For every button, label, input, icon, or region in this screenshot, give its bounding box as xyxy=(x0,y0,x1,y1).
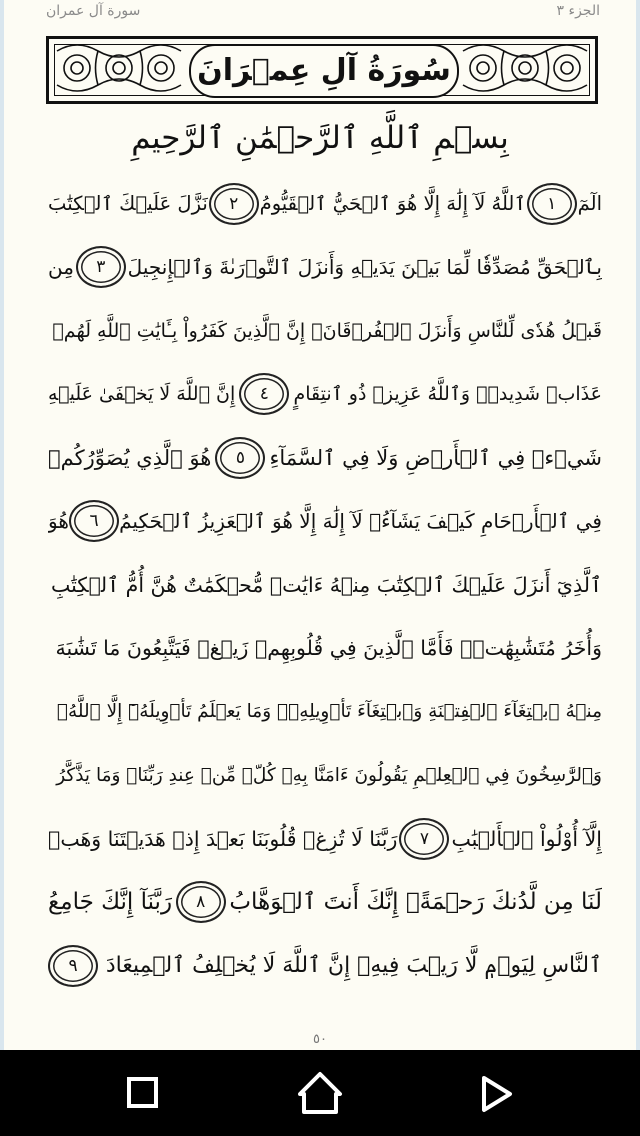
verse-line[interactable] xyxy=(48,617,602,681)
arabesque-ornament-left xyxy=(55,43,183,93)
square-recent-icon[interactable] xyxy=(472,1070,520,1118)
verse-segment[interactable]: فِي ٱلۡأَرۡحَامِ كَيۡفَ يَشَآءُۚ لَآ إِلَٰهَ إِلَّا هُوَ ٱلۡعَزِيزُ ٱلۡحَكِيمُ xyxy=(119,509,602,534)
sura-title: سُورَةُ آلِ عِمۡرَانَ xyxy=(197,53,451,88)
page-number: ٥٠ xyxy=(313,1032,327,1047)
verse-segment[interactable]: الٓمٓ xyxy=(577,192,602,216)
sura-label: سورة آل عمران xyxy=(46,3,141,19)
ayah-number-marker[interactable]: ٧ xyxy=(399,818,449,860)
ayah-number-marker[interactable]: ٢ xyxy=(209,183,259,225)
sura-header-frame xyxy=(46,36,598,104)
verse-line[interactable] xyxy=(48,807,602,871)
verse-line[interactable] xyxy=(48,934,602,998)
verse-line[interactable] xyxy=(48,680,602,744)
verse-segment[interactable]: ٱلَّذِيٓ أَنزَلَ عَلَيۡكَ ٱلۡكِتَٰبَ مِنۡهُ ءَايَٰتٞ مُّحۡكَمَٰتٌ هُنَّ أُمُّ ٱلۡكِتَٰبِ xyxy=(50,572,602,597)
verse-line[interactable] xyxy=(48,426,602,490)
circle-home-icon[interactable] xyxy=(296,1070,344,1118)
basmala: بِسۡمِ ٱللَّهِ ٱلرَّحۡمَٰنِ ٱلرَّحِيمِ xyxy=(131,120,509,156)
verse-segment[interactable]: هُوَ ٱلَّذِي يُصَوِّرُكُمۡ xyxy=(48,445,212,470)
verse-segment[interactable]: ٱلنَّاسِ لِيَوۡمٖ لَّا رَيۡبَ فِيهِۚ إِنَّ ٱللَّهَ لَا يُخۡلِفُ ٱلۡمِيعَادَ xyxy=(105,953,602,979)
ayah-number-marker[interactable]: ٨ xyxy=(176,881,226,923)
ayah-number-marker[interactable]: ٥ xyxy=(215,437,265,479)
verse-line[interactable] xyxy=(48,299,602,363)
verse-segment[interactable]: لَنَا مِن لَّدُنكَ رَحۡمَةًۚ إِنَّكَ أَنتَ ٱلۡوَهَّابُ xyxy=(229,889,602,916)
triangle-back-icon[interactable] xyxy=(118,1070,166,1118)
verse-segment[interactable]: قَبۡلُ هُدٗى لِّلنَّاسِ وَأَنزَلَ ٱلۡفُرۡقَانَۗ إِنَّ ٱلَّذِينَ كَفَرُواْ بِـَٔايَٰتِ ٱللَّهِ لَهُمۡ xyxy=(52,319,602,342)
verse-segment[interactable]: رَبَّنَا لَا تُزِغۡ قُلُوبَنَا بَعۡدَ إِذۡ هَدَيۡتَنَا وَهَبۡ xyxy=(48,826,398,851)
verse-line[interactable] xyxy=(48,871,602,935)
verse-text-block[interactable] xyxy=(48,172,602,998)
page-header xyxy=(4,0,636,24)
ayah-number-marker[interactable]: ٦ xyxy=(69,500,119,542)
verse-line[interactable] xyxy=(48,744,602,808)
verse-line[interactable] xyxy=(48,172,602,236)
verse-segment[interactable]: مِن xyxy=(48,255,74,280)
verse-segment[interactable]: بِٱلۡحَقِّ مُصَدِّقٗا لِّمَا بَيۡنَ يَدَيۡهِ وَأَنزَلَ ٱلتَّوۡرَىٰةَ وَٱلۡإِنجِيلَ xyxy=(127,255,602,280)
verse-segment[interactable]: مِنۡهُ ٱبۡتِغَآءَ ٱلۡفِتۡنَةِ وَٱبۡتِغَآءَ تَأۡوِيلِهِۦۖ وَمَا يَعۡلَمُ تَأۡوِيلَهُۥٓ إِلَّا ٱللَّهُۗ xyxy=(56,701,602,723)
ayah-number-marker[interactable]: ٤ xyxy=(239,373,289,415)
verse-segment[interactable]: شَيۡءٞ فِي ٱلۡأَرۡضِ وَلَا فِي ٱلسَّمَآءِ xyxy=(269,445,602,470)
ayah-number-marker[interactable]: ٣ xyxy=(76,246,126,288)
sura-title-cartouche xyxy=(189,44,459,98)
verse-line[interactable] xyxy=(48,236,602,300)
verse-segment[interactable]: رَبَّنَآ إِنَّكَ جَامِعُ xyxy=(48,889,173,916)
verse-segment[interactable]: ٱللَّهُ لَآ إِلَٰهَ إِلَّا هُوَ ٱلۡحَيُّ ٱلۡقَيُّومُ xyxy=(259,192,526,216)
ayah-number-marker[interactable]: ٩ xyxy=(48,945,98,987)
verse-line[interactable] xyxy=(48,363,602,427)
juz-label: الجزء ٣ xyxy=(556,3,600,19)
verse-line[interactable] xyxy=(48,490,602,554)
verse-segment[interactable]: وَأُخَرُ مُتَشَٰبِهَٰتٞۖ فَأَمَّا ٱلَّذِينَ فِي قُلُوبِهِمۡ زَيۡغٞ فَيَتَّبِعُونَ مَا تَشَٰبَهَ xyxy=(55,636,602,661)
verse-segment[interactable]: نَزَّلَ عَلَيۡكَ ٱلۡكِتَٰبَ xyxy=(48,192,208,216)
verse-segment[interactable]: عَذَابٞ شَدِيدٞۗ وَٱللَّهُ عَزِيزٞ ذُو ٱنتِقَامٍ xyxy=(293,383,602,406)
verse-segment[interactable]: وَٱلرَّٰسِخُونَ فِي ٱلۡعِلۡمِ يَقُولُونَ ءَامَنَّا بِهِۦ كُلّٞ مِّنۡ عِندِ رَبِّنَاۗ وَمَا يَذَّكَّرُ xyxy=(56,764,602,786)
verse-segment[interactable]: إِنَّ ٱللَّهَ لَا يَخۡفَىٰ عَلَيۡهِ xyxy=(48,383,236,406)
verse-segment[interactable]: إِلَّآ أُوْلُواْ ٱلۡأَلۡبَٰبِ xyxy=(451,826,602,851)
arabesque-ornament-right xyxy=(461,43,589,93)
android-navigation-bar xyxy=(0,1050,640,1136)
verse-segment[interactable]: هُوَ xyxy=(48,509,69,534)
ayah-number-marker[interactable]: ١ xyxy=(527,183,577,225)
verse-line[interactable] xyxy=(48,553,602,617)
